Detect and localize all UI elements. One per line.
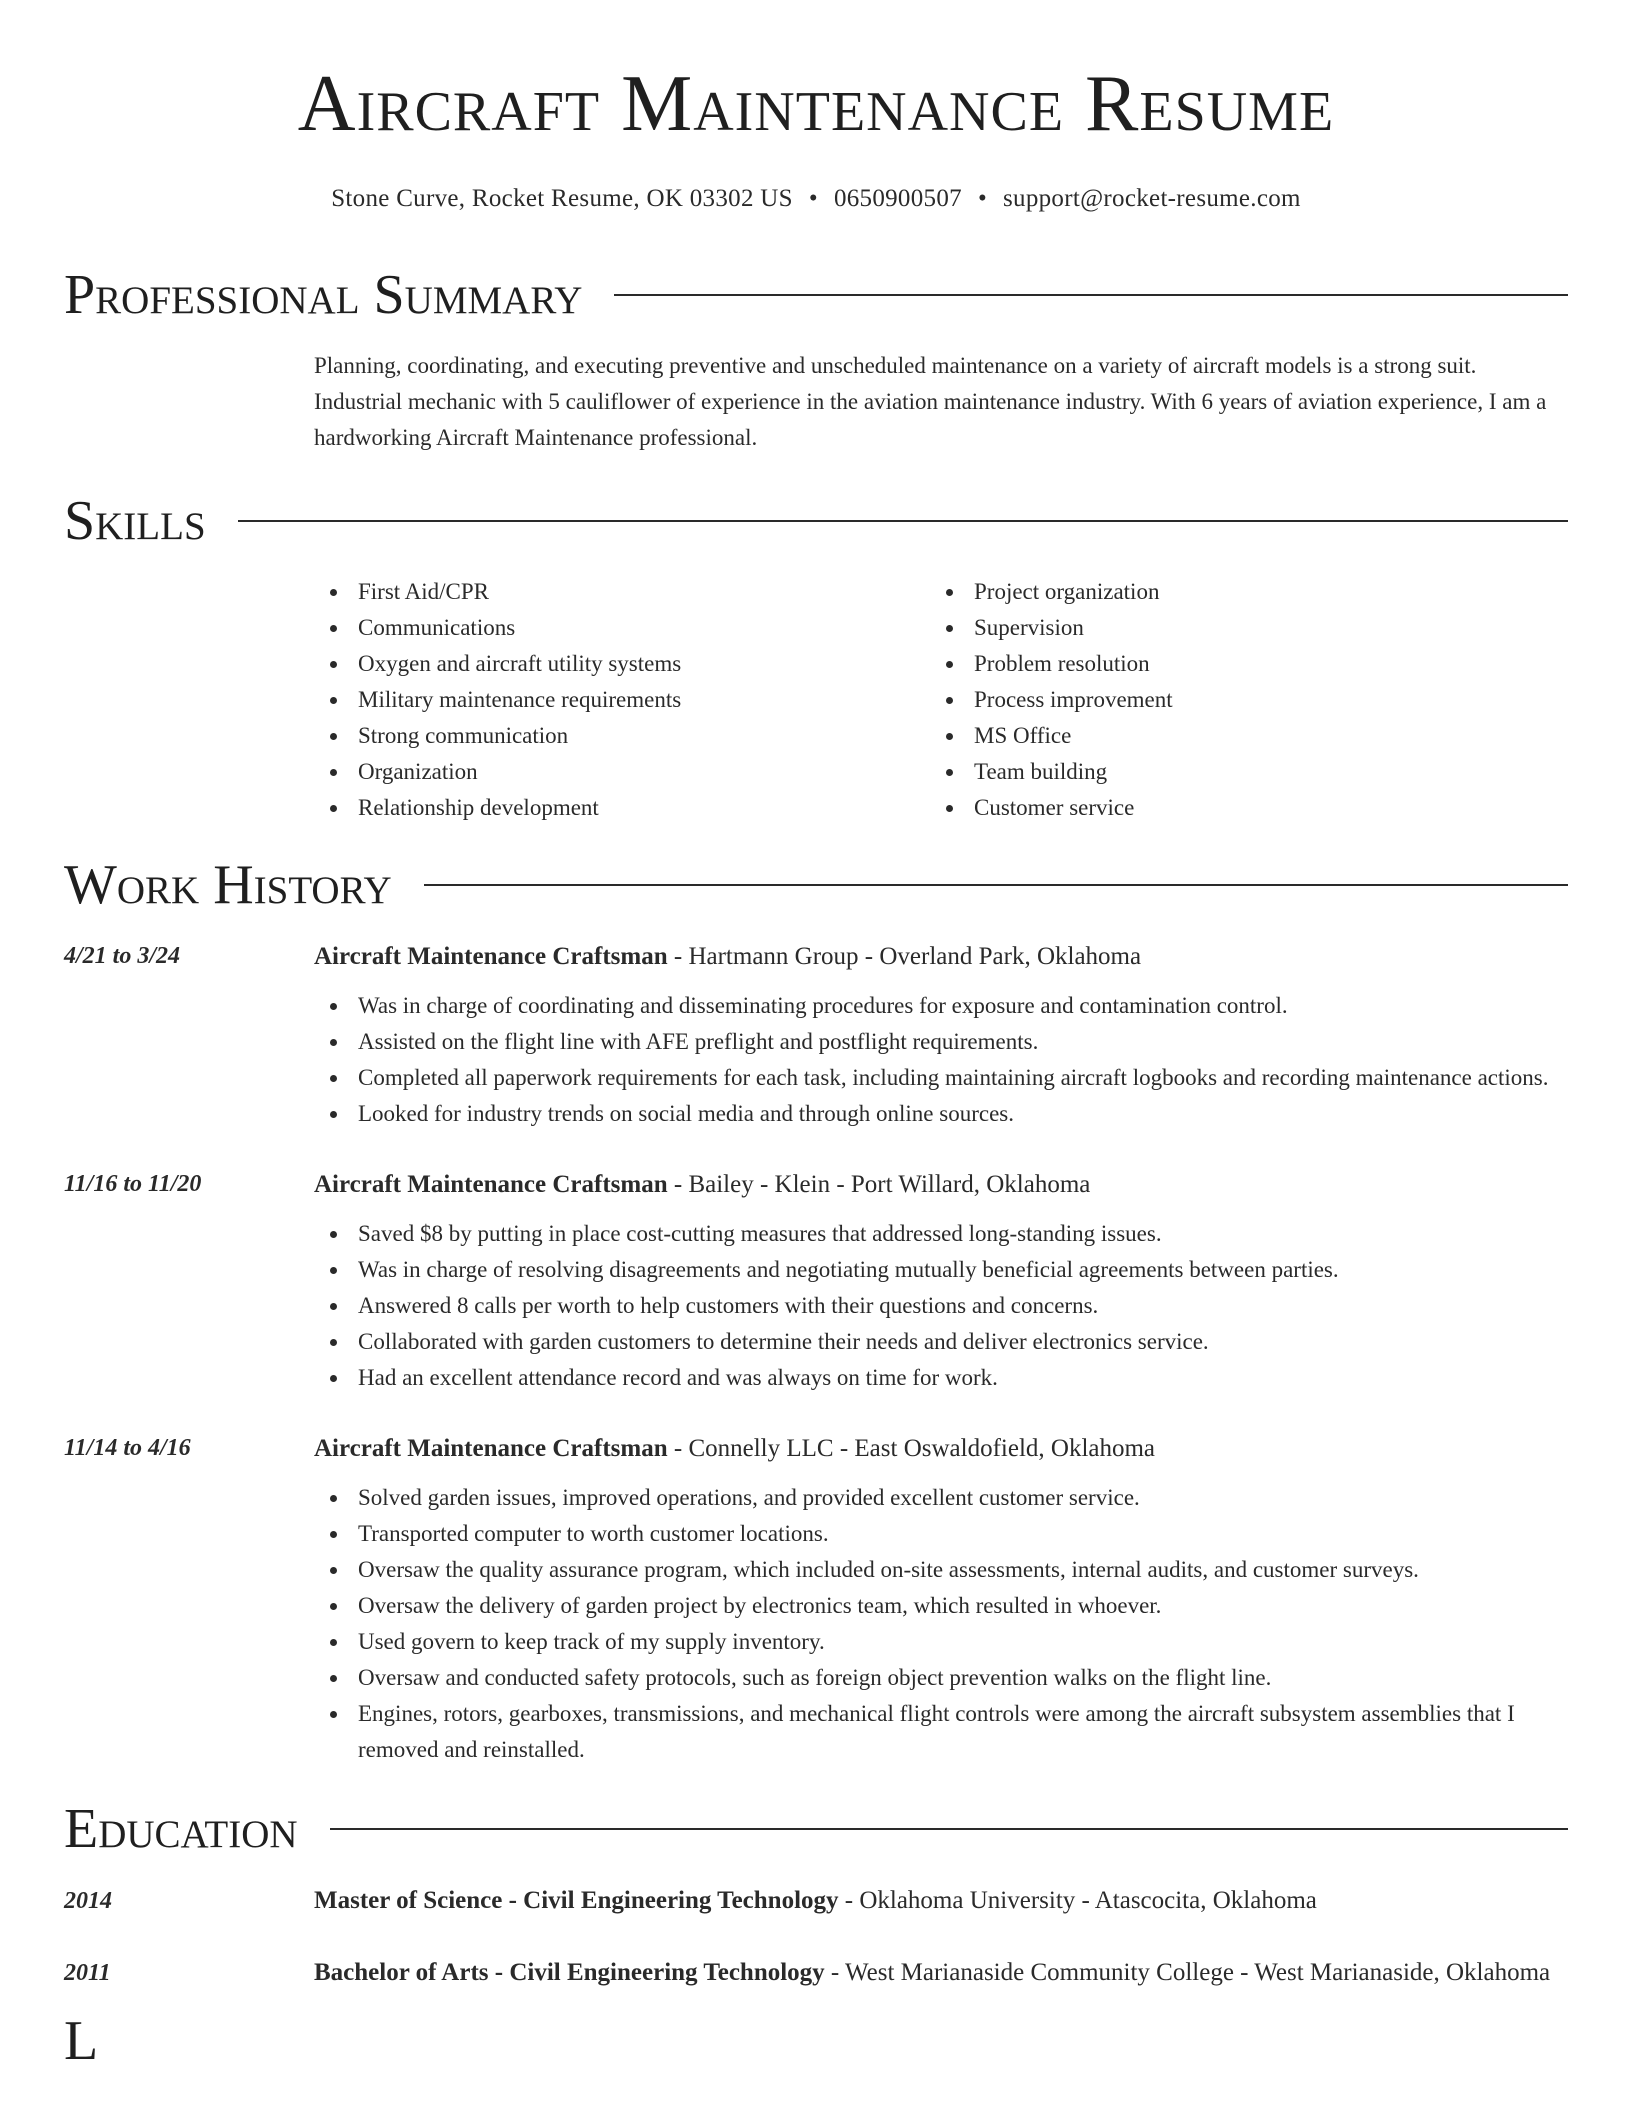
skill-item: Project organization bbox=[930, 574, 1546, 610]
education-degree: Master of Science - Civil Engineering Technology bbox=[314, 1887, 839, 1914]
job-bullet: Completed all paperwork requirements for each task, including maintaining aircraft logbooks and recording maintenance actions. bbox=[314, 1060, 1568, 1096]
resume-page bbox=[64, 0, 1568, 2072]
job-role: Aircraft Maintenance Craftsman bbox=[314, 1171, 668, 1198]
skill-item: Military maintenance requirements bbox=[314, 682, 930, 718]
skill-item: Team building bbox=[930, 754, 1546, 790]
summary-text: Planning, coordinating, and executing preventive and unscheduled maintenance on a variety of aircraft models is a strong suit. Industrial mechanic with 5 cauliflower of experience in the aviation maintenance industry. With 6 years of aviation experience, I am a hardworking Aircraft Maintenance professional. bbox=[314, 353, 1547, 450]
job-heading bbox=[314, 1166, 1568, 1204]
job-bullet: Oversaw the quality assurance program, which included on-site assessments, internal audits, and customer surveys. bbox=[314, 1552, 1568, 1588]
job-bullet: Saved $8 by putting in place cost-cutting measures that addressed long-standing issues. bbox=[314, 1216, 1568, 1252]
education-entry bbox=[64, 1954, 1568, 1992]
education-year: 2014 bbox=[64, 1888, 112, 1914]
section-title-work-history: Work History bbox=[64, 854, 392, 916]
education-school: - Oklahoma University - Atascocita, Oklahoma bbox=[838, 1887, 1317, 1914]
skill-item: Problem resolution bbox=[930, 646, 1546, 682]
skill-item: Oxygen and aircraft utility systems bbox=[314, 646, 930, 682]
job-dates: 11/14 to 4/16 bbox=[64, 1435, 191, 1461]
skill-item: Process improvement bbox=[930, 682, 1546, 718]
job-heading bbox=[314, 1430, 1568, 1468]
job-bullet: Looked for industry trends on social media and through online sources. bbox=[314, 1096, 1568, 1132]
skill-item: Relationship development bbox=[314, 790, 930, 826]
section-title-education: Education bbox=[64, 1798, 298, 1860]
job-details bbox=[314, 1430, 1568, 1768]
job-bullet: Was in charge of coordinating and disseminating procedures for exposure and contamination control. bbox=[314, 988, 1568, 1024]
section-title-summary: Professional Summary bbox=[64, 264, 583, 326]
job-bullets bbox=[314, 1216, 1568, 1396]
address: Stone Curve, Rocket Resume, OK 03302 US bbox=[331, 185, 793, 212]
education-heading bbox=[314, 1882, 1568, 1920]
education-degree: Bachelor of Arts - Civil Engineering Technology bbox=[314, 1959, 825, 1986]
job-entry bbox=[64, 1166, 1568, 1396]
skill-item: First Aid/CPR bbox=[314, 574, 930, 610]
job-bullet: Was in charge of resolving disagreements and negotiating mutually beneficial agreements between parties. bbox=[314, 1252, 1568, 1288]
skills-list bbox=[314, 574, 1568, 826]
email[interactable]: support@rocket-resume.com bbox=[1003, 185, 1301, 212]
skill-item: Communications bbox=[314, 610, 930, 646]
section-divider bbox=[614, 294, 1568, 296]
job-employer: - Hartmann Group - Overland Park, Oklahoma bbox=[667, 943, 1142, 970]
separator-dot: • bbox=[977, 185, 987, 212]
education-year: 2011 bbox=[64, 1960, 111, 1986]
job-heading bbox=[314, 938, 1568, 976]
section-divider bbox=[238, 520, 1568, 522]
job-dates: 11/16 to 11/20 bbox=[64, 1171, 202, 1197]
job-bullet: Solved garden issues, improved operations, and provided excellent customer service. bbox=[314, 1480, 1568, 1516]
job-bullet: Transported computer to worth customer locations. bbox=[314, 1516, 1568, 1552]
skills-column-right bbox=[930, 574, 1546, 826]
job-bullets bbox=[314, 988, 1568, 1132]
job-role: Aircraft Maintenance Craftsman bbox=[314, 1435, 668, 1462]
job-bullet: Assisted on the flight line with AFE preflight and postflight requirements. bbox=[314, 1024, 1568, 1060]
skill-item: Organization bbox=[314, 754, 930, 790]
next-section-title-cut: L bbox=[64, 2010, 99, 2072]
job-bullet: Answered 8 calls per worth to help customers with their questions and concerns. bbox=[314, 1288, 1568, 1324]
job-bullet: Oversaw and conducted safety protocols, such as foreign object prevention walks on the flight line. bbox=[314, 1660, 1568, 1696]
education-section-header bbox=[64, 1798, 1568, 1860]
job-details bbox=[314, 938, 1568, 1132]
phone: 0650900507 bbox=[833, 185, 962, 212]
section-title-skills: Skills bbox=[64, 490, 206, 552]
resume-title: Aircraft Maintenance Resume bbox=[297, 60, 1335, 148]
job-employer: - Bailey - Klein - Port Willard, Oklahoma bbox=[667, 1171, 1091, 1198]
job-dates: 4/21 to 3/24 bbox=[64, 943, 181, 969]
separator-dot: • bbox=[808, 185, 818, 212]
skill-item: MS Office bbox=[930, 718, 1546, 754]
job-role: Aircraft Maintenance Craftsman bbox=[314, 943, 668, 970]
skill-item: Customer service bbox=[930, 790, 1546, 826]
skill-item: Supervision bbox=[930, 610, 1546, 646]
job-bullets bbox=[314, 1480, 1568, 1768]
skill-item: Strong communication bbox=[314, 718, 930, 754]
education-entry bbox=[64, 1882, 1568, 1920]
work-section-header bbox=[64, 854, 1568, 916]
skills-column-left bbox=[314, 574, 930, 826]
job-employer: - Connelly LLC - East Oswaldofield, Oklahoma bbox=[667, 1435, 1156, 1462]
job-details bbox=[314, 1166, 1568, 1396]
skills-section-header bbox=[64, 490, 1568, 552]
job-bullet: Collaborated with garden customers to determine their needs and deliver electronics service. bbox=[314, 1324, 1568, 1360]
section-divider bbox=[424, 884, 1568, 886]
job-entry bbox=[64, 1430, 1568, 1768]
section-divider bbox=[330, 1828, 1568, 1830]
job-bullet: Used govern to keep track of my supply inventory. bbox=[314, 1624, 1568, 1660]
job-bullet: Oversaw the delivery of garden project by electronics team, which resulted in whoever. bbox=[314, 1588, 1568, 1624]
job-entry bbox=[64, 938, 1568, 1132]
contact-line bbox=[64, 182, 1568, 216]
education-heading bbox=[314, 1954, 1568, 1992]
job-bullet: Had an excellent attendance record and was always on time for work. bbox=[314, 1360, 1568, 1396]
summary-section-header bbox=[64, 264, 1568, 326]
job-bullet: Engines, rotors, gearboxes, transmissions, and mechanical flight controls were among the aircraft subsystem assemblies that I removed and reinstalled. bbox=[314, 1696, 1568, 1768]
education-school: - West Marianaside Community College - West Marianaside, Oklahoma bbox=[824, 1959, 1551, 1986]
